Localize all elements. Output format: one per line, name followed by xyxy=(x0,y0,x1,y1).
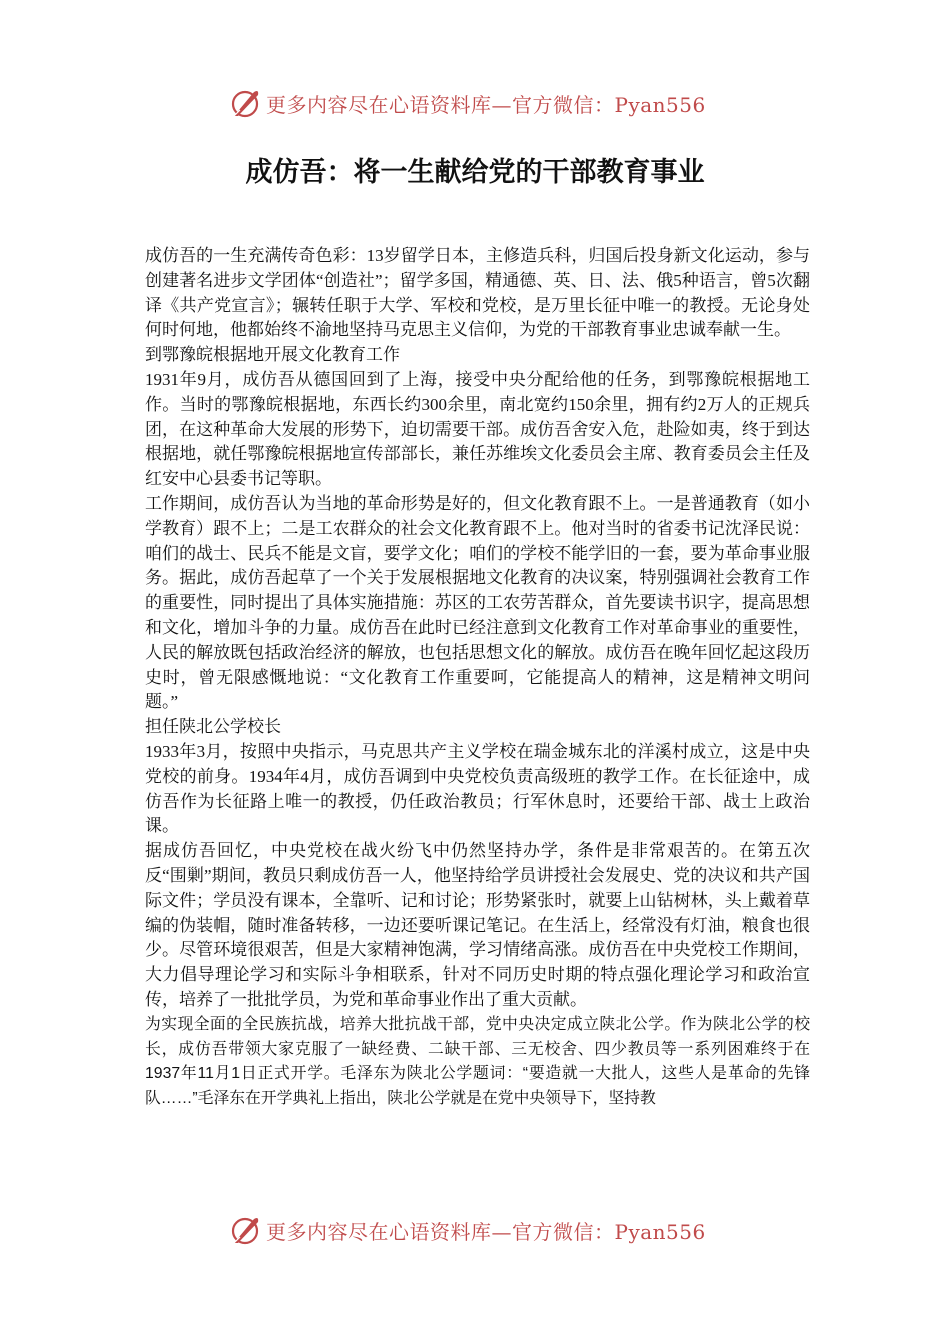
header-watermark-banner xyxy=(0,83,950,123)
watermark-text: 更多内容尽在心语资料库—官方微信：Pyan556 xyxy=(266,92,706,117)
section-heading-eyuwan: 到鄂豫皖根据地开展文化教育工作 xyxy=(145,345,400,365)
section-heading-shaanbei: 担任陕北公学校长 xyxy=(145,717,281,737)
article-body xyxy=(145,244,810,1112)
body-paragraph: 据成仿吾回忆，中央党校在战火纷飞中仍然坚持办学，条件是非常艰苦的。在第五次反“围剿”期间，教员只剩成仿吾一人，他坚持给学员讲授社会发展史、党的决议和共产国际文件；学员没有课本，全靠听、记和讨论；形势紧张时，就要上山钻树林，头上戴着草编的伪装帽，随时准备转移，一边还要听课记笔记。在生活上，经常没有灯油，粮食也很少。尽管环境很艰苦，但是大家精神饱满，学习情绪高涨。成仿吾在中央党校工作期间，大力倡导理论学习和实际斗争相联系，针对不同历史时期的特点强化理论学习和政治宣传，培养了一批批学员，为党和革命事业作出了重大贡献。 xyxy=(145,841,810,1009)
body-paragraph-sans: 为实现全面的全民族抗战，培养大批抗战干部，党中央决定成立陕北公学。作为陕北公学的校长，成仿吾带领大家克服了一缺经费、二缺干部、三无校舍、四少教员等一系列困难终于在1937年11月1日正式开学。毛泽东为陕北公学题词：“要造就一大批人，这些人是革命的先锋队……”毛泽东在开学典礼上指出，陕北公学就是在党中央领导下，坚持教 xyxy=(145,1015,810,1108)
quill-pen-logo-icon xyxy=(228,1213,262,1247)
body-paragraph: 1931年9月，成仿吾从德国回到了上海，接受中央分配给他的任务，到鄂豫皖根据地工作。当时的鄂豫皖根据地，东西长约300余里，南北宽约150余里，拥有约2万人的正规兵团，在这种革命大发展的形势下，迫切需要干部。成仿吾舍安入危，赴险如夷，终于到达根据地，就任鄂豫皖根据地宣传部部长，兼任苏维埃文化委员会主席、教育委员会主任及红安中心县委书记等职。 xyxy=(145,369,810,489)
footer-watermark-banner xyxy=(0,1210,950,1250)
body-paragraph: 1933年3月，按照中央指示，马克思共产主义学校在瑞金城东北的洋溪村成立，这是中央党校的前身。1934年4月，成仿吾调到中央党校负责高级班的教学工作。在长征途中，成仿吾作为长征路上唯一的教授，仍任政治教员；行军休息时，还要给干部、战士上政治课。 xyxy=(145,741,810,836)
body-paragraph: 工作期间，成仿吾认为当地的革命形势是好的，但文化教育跟不上。一是普通教育（如小学教育）跟不上；二是工农群众的社会文化教育跟不上。他对当时的省委书记沈泽民说：咱们的战士、民兵不能是文盲，要学文化；咱们的学校不能学旧的一套，要为革命事业服务。据此，成仿吾起草了一个关于发展根据地文化教育的决议案，特别强调社会教育工作的重要性，同时提出了具体实施措施：苏区的工农劳苦群众，首先要读书识字，提高思想和文化，增加斗争的力量。成仿吾在此时已经注意到文化教育工作对革命事业的重要性，人民的解放既包括政治经济的解放，也包括思想文化的解放。成仿吾在晚年回忆起这段历史时，曾无限感慨地说：“文化教育工作重要呵，它能提高人的精神，这是精神文明问题。” xyxy=(145,493,810,712)
document-title: 成仿吾：将一生献给党的干部教育事业 xyxy=(245,157,705,188)
quill-pen-logo-icon xyxy=(228,86,262,120)
intro-paragraph: 成仿吾的一生充满传奇色彩：13岁留学日本，主修造兵科，归国后投身新文化运动，参与创建著名进步文学团体“创造社”；留学多国，精通德、英、日、法、俄5种语言，曾5次翻译《共产党宣言》；辗转任职于大学、军校和党校，是万里长征中唯一的教授。无论身处何时何地，他都始终不渝地坚持马克思主义信仰，为党的干部教育事业忠诚奉献一生。 xyxy=(145,246,810,340)
watermark-text: 更多内容尽在心语资料库—官方微信：Pyan556 xyxy=(266,1219,706,1244)
